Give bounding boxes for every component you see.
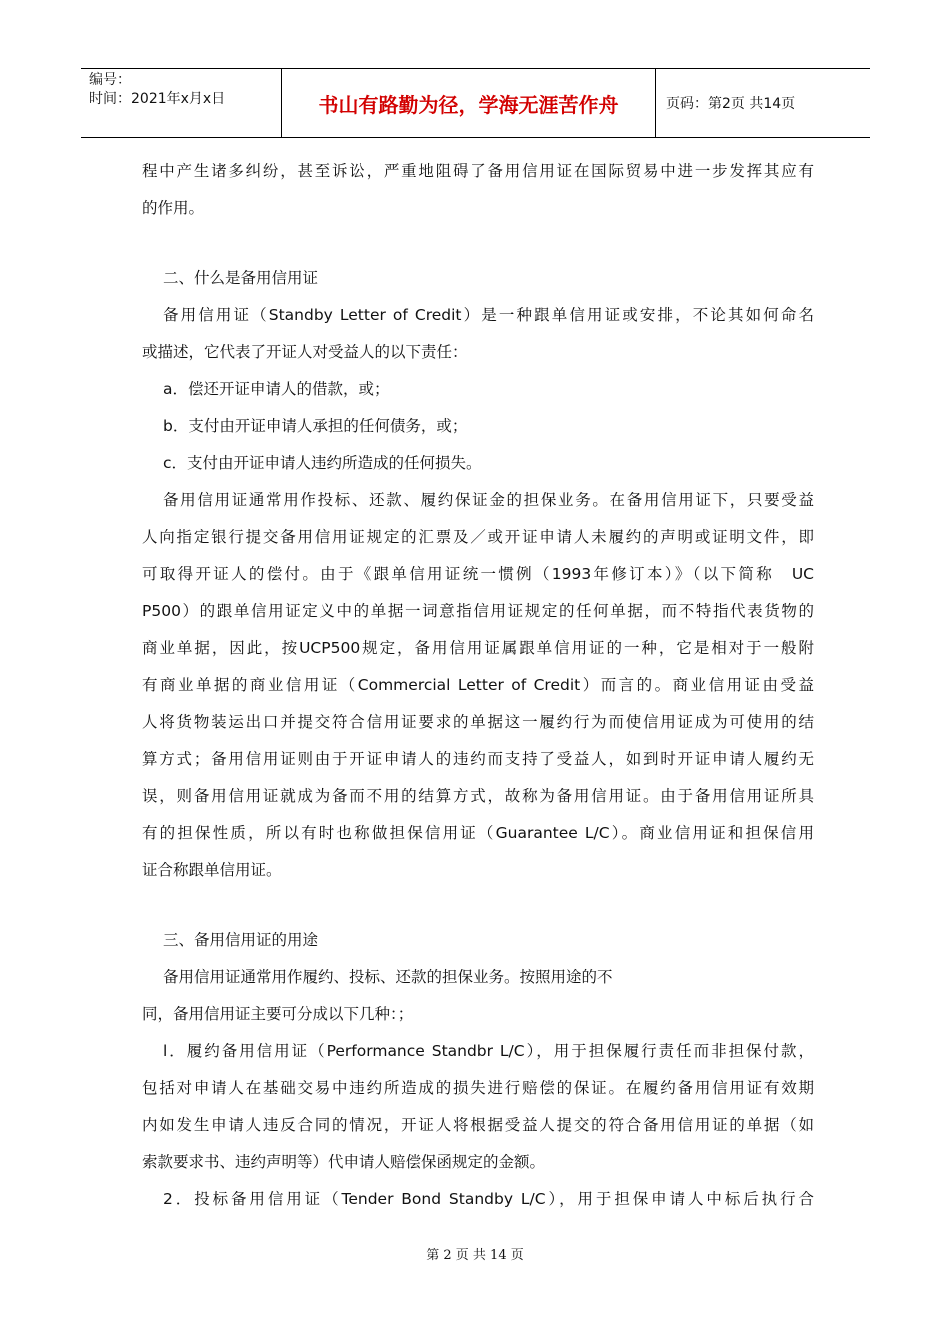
list-item-b: b．支付由开证申请人承担的任何债务，或；: [163, 417, 468, 435]
paragraph-line: 的作用。: [142, 199, 205, 217]
list-item-a: a．偿还开证申请人的借款，或；: [163, 380, 390, 398]
paragraph-line: 商业单据，因此，按UCP500规定，备用信用证属跟单信用证的一种，它是相对于一般附: [142, 639, 814, 657]
paragraph-line: 有商业单据的商业信用证（Commercial Letter of Credit）而言的。商业信用证由受益: [142, 676, 814, 694]
page-header: [81, 68, 870, 138]
paragraph-line: P500）的跟单信用证定义中的单据一词意指信用证规定的任何单据，而不特指代表货物的: [142, 602, 814, 620]
paragraph-line: 包括对申请人在基础交易中违约所造成的损失进行赔偿的保证。在履约备用信用证有效期: [142, 1079, 814, 1097]
paragraph-line: 可取得开证人的偿付。由于《跟单信用证统一惯例（1993年修订本）》（以下简称 UC: [142, 565, 814, 583]
paragraph-gap: [142, 889, 814, 922]
paragraph-line: 人将货物装运出口并提交符合信用证要求的单据这一履约行为而使信用证成为可使用的结: [142, 713, 814, 731]
paragraph-line: 算方式；备用信用证则由于开证申请人的违约而支持了受益人，如到时开证申请人履约无: [142, 750, 814, 768]
paragraph-line: 误，则备用信用证就成为备而不用的结算方式，故称为备用信用证。由于备用信用证所具: [142, 787, 814, 805]
header-page-info: 页码：第2页 共14页: [666, 96, 796, 112]
paragraph-line: 或描述，它代表了开证人对受益人的以下责任：: [142, 343, 468, 361]
section-heading-3: 三、备用信用证的用途: [163, 931, 319, 949]
list-item-c: c．支付由开证申请人违约所造成的任何损失。: [163, 454, 482, 472]
header-motto: 书山有路勤为径，学海无涯苦作舟: [282, 69, 656, 137]
list-item-1: l．履约备用信用证（Performance Standbr L/C），用于担保履行责任而非担保付款，: [163, 1042, 814, 1060]
header-meta: [81, 69, 282, 137]
paragraph-line: 备用信用证通常用作投标、还款、履约保证金的担保业务。在备用信用证下，只要受益: [163, 491, 814, 509]
paragraph-line: 索款要求书、违约声明等）代申请人赔偿保函规定的金额。: [142, 1153, 546, 1171]
document-body: [142, 153, 814, 1218]
paragraph-line: 程中产生诸多纠纷，甚至诉讼，严重地阻碍了备用信用证在国际贸易中进一步发挥其应有: [142, 162, 814, 180]
paragraph-gap: [142, 227, 814, 260]
document-number-label: 编号：: [89, 72, 131, 88]
list-item-2: 2．投标备用信用证（Tender Bond Standby L/C），用于担保申请人中标后执行合: [163, 1190, 814, 1208]
paragraph-line: 人向指定银行提交备用信用证规定的汇票及／或开证申请人未履约的声明或证明文件，即: [142, 528, 814, 546]
paragraph-line: 证合称跟单信用证。: [142, 861, 282, 879]
document-date: 时间：2021年x月x日: [89, 91, 226, 107]
section-heading-2: 二、什么是备用信用证: [163, 269, 319, 287]
paragraph-line: 有的担保性质，所以有时也称做担保信用证（Guarantee L/C）。商业信用证和担保信用: [142, 824, 814, 842]
paragraph-line: 备用信用证通常用作履约、投标、还款的担保业务。按照用途的不: [163, 968, 613, 986]
paragraph-line: 内如发生申请人违反合同的情况，开证人将根据受益人提交的符合备用信用证的单据（如: [142, 1116, 814, 1134]
paragraph-line: 同，备用信用证主要可分成以下几种：；: [142, 1005, 414, 1023]
paragraph-line: 备用信用证（Standby Letter of Credit）是一种跟单信用证或安排，不论其如何命名: [163, 306, 814, 324]
page-footer: 第 2 页 共 14 页: [426, 1248, 524, 1263]
